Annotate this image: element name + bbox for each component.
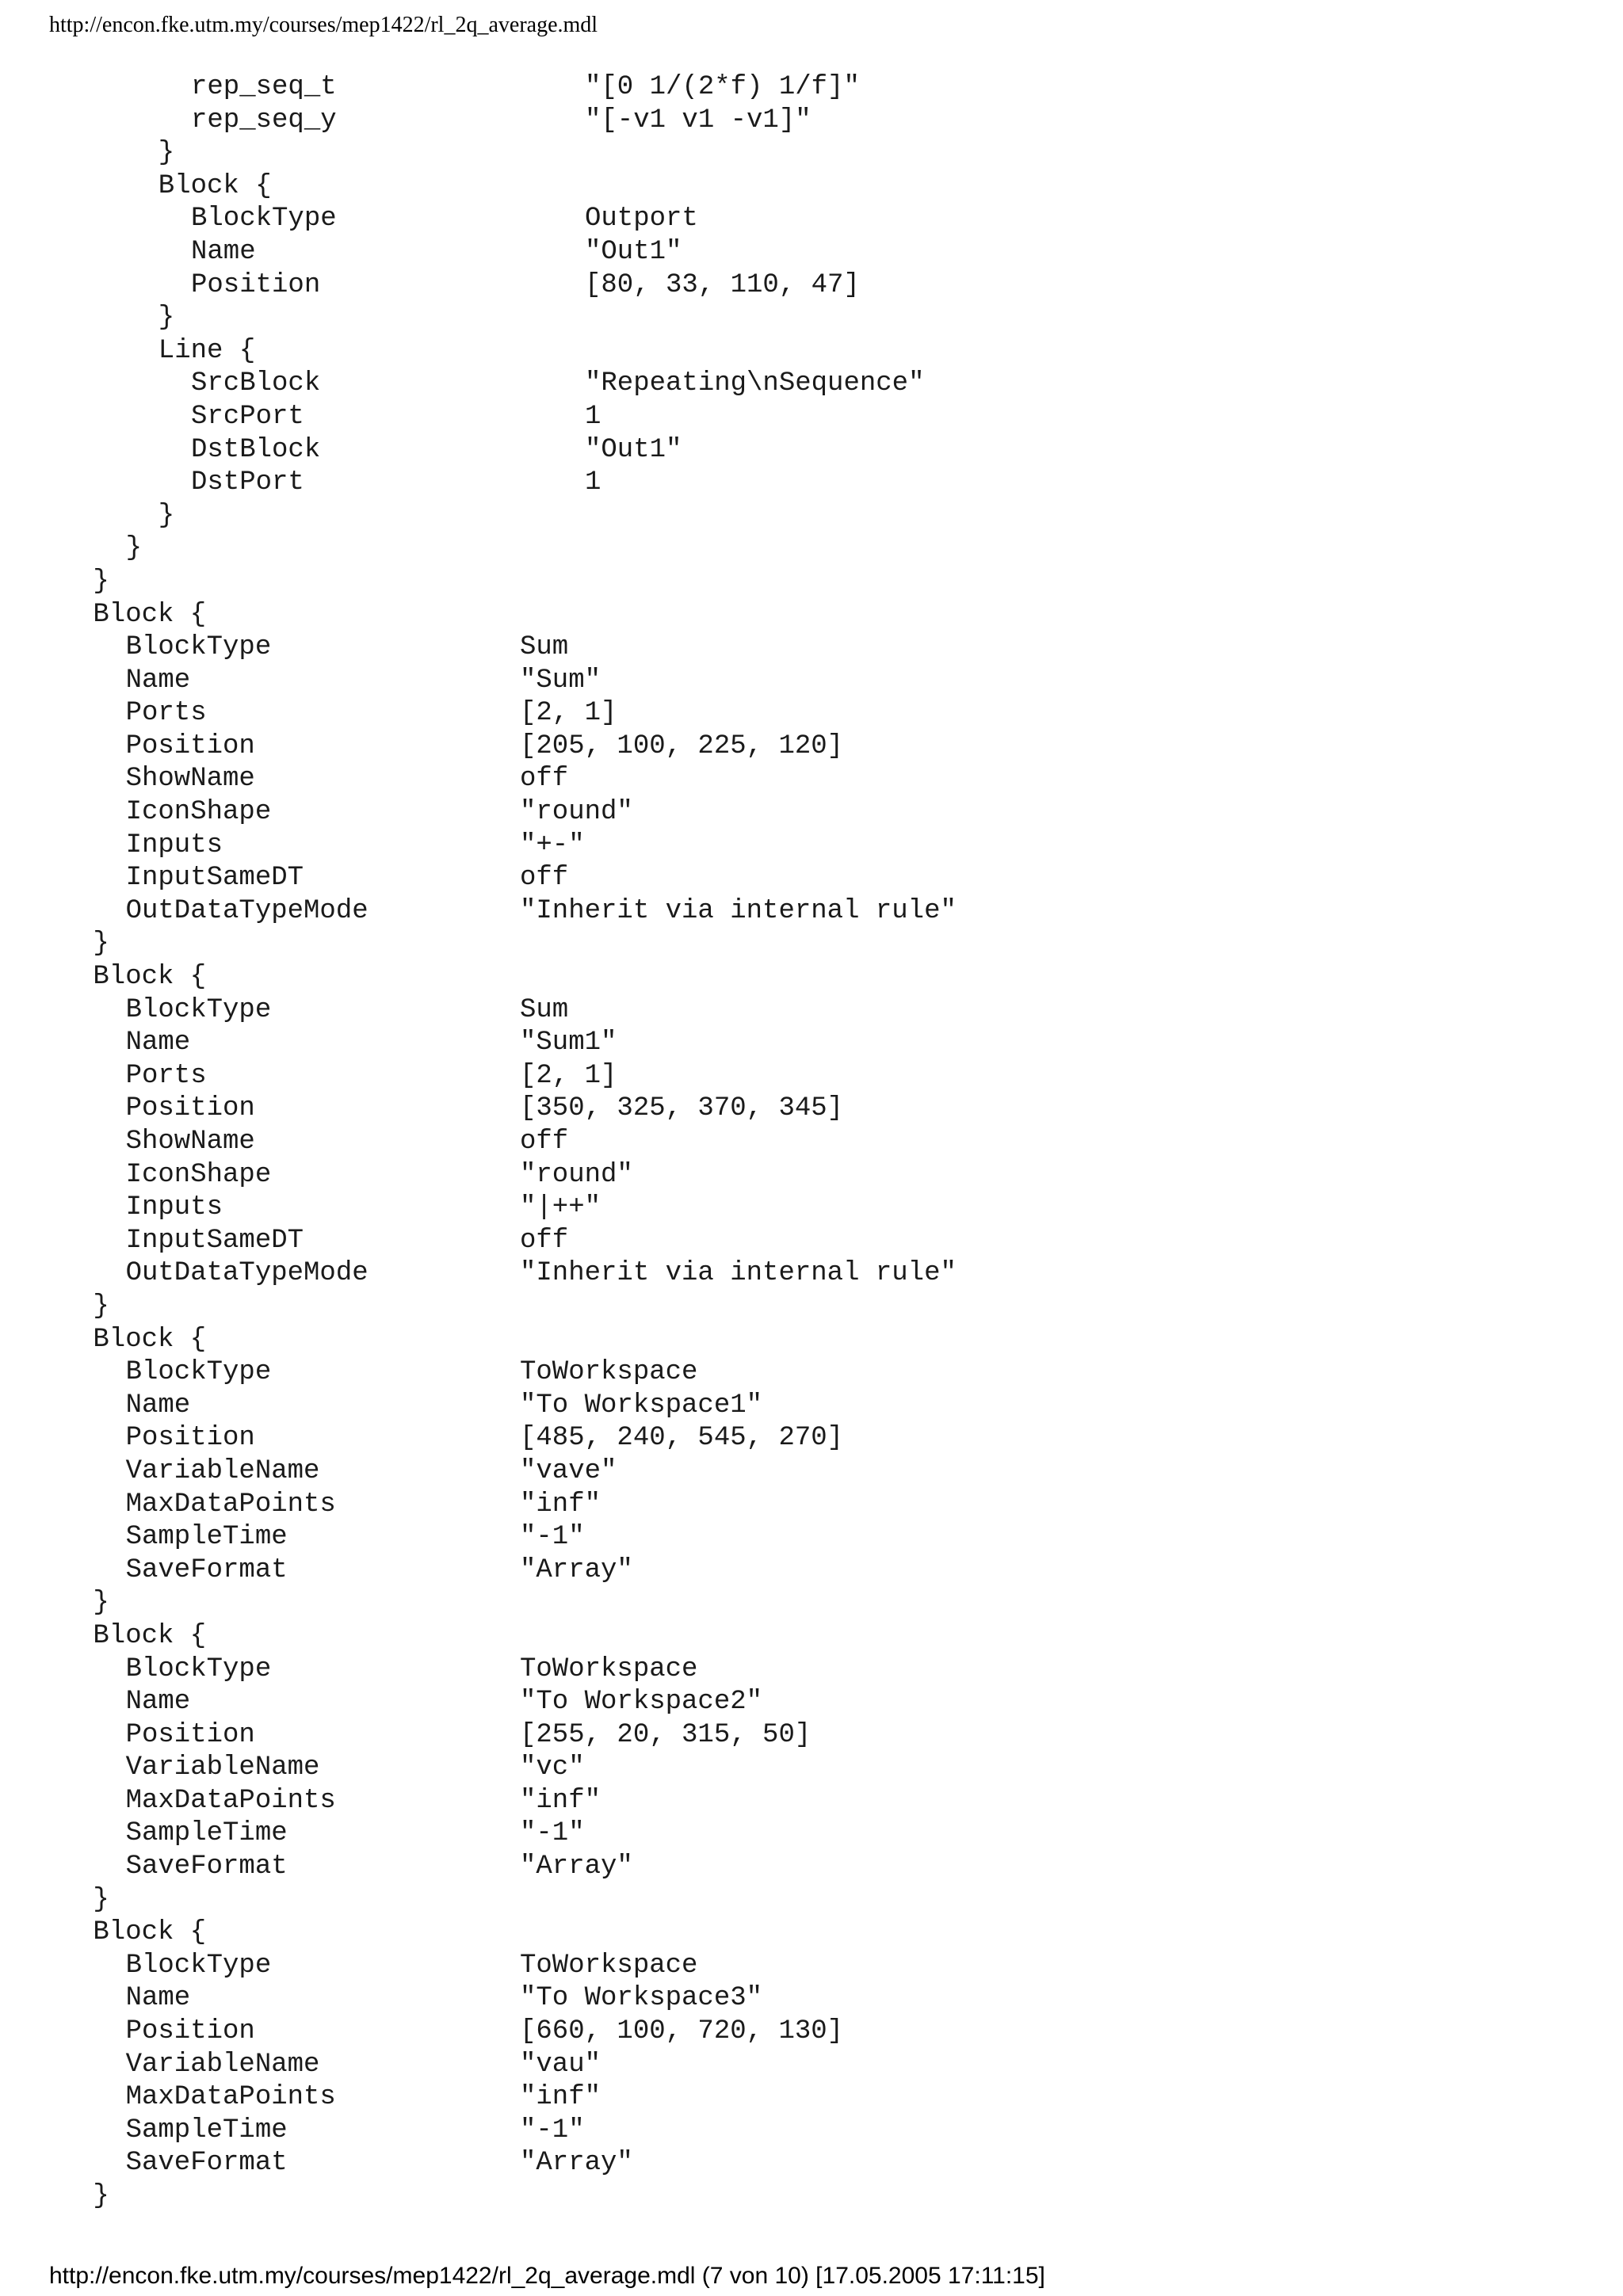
property-key: BlockType xyxy=(125,994,272,1025)
code-line-property xyxy=(0,2049,1623,2082)
property-key: IconShape xyxy=(125,797,272,828)
code-line-property xyxy=(0,1719,1623,1753)
property-key: ShowName xyxy=(125,1127,255,1157)
property-value: "round" xyxy=(520,797,633,828)
property-key: Name xyxy=(125,1687,191,1718)
code-line-property xyxy=(0,1521,1623,1554)
property-value: "Repeating\nSequence" xyxy=(585,368,925,399)
code-line-property xyxy=(0,236,1623,269)
property-key: Position xyxy=(125,2016,255,2047)
code-line-property xyxy=(0,1422,1623,1455)
property-value: "Array" xyxy=(520,1554,633,1585)
property-key: Name xyxy=(125,1390,191,1421)
code-line-property xyxy=(0,1982,1623,2016)
property-value: "inf" xyxy=(520,2082,601,2113)
property-value: Sum xyxy=(520,632,569,663)
property-key: BlockType xyxy=(125,1653,272,1684)
block-delimiter: } xyxy=(93,1291,109,1322)
block-delimiter: Block { xyxy=(93,962,207,993)
code-line-property xyxy=(0,1686,1623,1719)
code-line-property xyxy=(0,697,1623,730)
property-value: "Sum" xyxy=(520,665,601,696)
property-value: [255, 20, 315, 50] xyxy=(520,1719,812,1750)
code-line-property xyxy=(0,1489,1623,1522)
property-key: Ports xyxy=(125,1060,207,1091)
property-key: rep_seq_t xyxy=(191,72,337,102)
property-value: "vave" xyxy=(520,1455,617,1486)
property-key: Position xyxy=(191,269,321,300)
block-delimiter: Block { xyxy=(158,170,272,201)
property-value: ToWorkspace xyxy=(520,1357,698,1388)
code-line-property xyxy=(0,2016,1623,2049)
property-value: "Array" xyxy=(520,2148,633,2179)
property-key: ShowName xyxy=(125,764,255,795)
block-delimiter: } xyxy=(158,138,175,169)
page-header-url: http://encon.fke.utm.my/courses/mep1422/rl_2q_average.mdl xyxy=(49,13,598,37)
property-value: Outport xyxy=(585,204,698,235)
code-line-property xyxy=(0,796,1623,830)
block-delimiter: } xyxy=(158,500,175,531)
code-line-property xyxy=(0,1356,1623,1390)
property-value: [80, 33, 110, 47] xyxy=(585,269,860,300)
code-line-property xyxy=(0,665,1623,698)
property-value: ToWorkspace xyxy=(520,1950,698,1981)
code-line-property xyxy=(0,830,1623,863)
property-value: off xyxy=(520,1225,569,1256)
code-line-property xyxy=(0,730,1623,764)
code-line-property xyxy=(0,1027,1623,1060)
property-value: "[-v1 v1 -v1]" xyxy=(585,105,812,135)
block-delimiter: } xyxy=(93,929,109,959)
code-line-property xyxy=(0,2115,1623,2148)
property-key: SaveFormat xyxy=(125,2148,288,2179)
property-key: OutDataTypeMode xyxy=(125,1258,369,1289)
property-value: "To Workspace2" xyxy=(520,1687,763,1718)
code-line-property xyxy=(0,1752,1623,1785)
code-line-brace xyxy=(0,566,1623,599)
property-value: "To Workspace3" xyxy=(520,1983,763,2014)
code-line-brace xyxy=(0,961,1623,994)
property-value: Sum xyxy=(520,994,569,1025)
code-line-property xyxy=(0,895,1623,929)
property-key: Position xyxy=(125,730,255,761)
property-key: OutDataTypeMode xyxy=(125,895,369,926)
code-line-property xyxy=(0,1159,1623,1192)
property-key: SrcBlock xyxy=(191,368,321,399)
code-listing xyxy=(0,71,1623,2214)
block-delimiter: } xyxy=(93,1884,109,1915)
code-line-property xyxy=(0,368,1623,401)
property-value: "-1" xyxy=(520,2115,585,2145)
property-value: "Out1" xyxy=(585,236,682,267)
property-value: off xyxy=(520,764,569,795)
code-line-property xyxy=(0,1653,1623,1687)
code-line-property xyxy=(0,763,1623,796)
block-delimiter: } xyxy=(93,566,109,597)
block-delimiter: Line { xyxy=(158,335,256,366)
code-line-brace xyxy=(0,1620,1623,1653)
property-key: SaveFormat xyxy=(125,1852,288,1882)
property-value: "Inherit via internal rule" xyxy=(520,895,957,926)
page-footer: http://encon.fke.utm.my/courses/mep1422/rl_2q_average.mdl (7 von 10) [17.05.2005 17:11:15] xyxy=(49,2263,1045,2289)
code-line-brace xyxy=(0,2180,1623,2214)
property-value: [485, 240, 545, 270] xyxy=(520,1423,844,1454)
property-key: Position xyxy=(125,1719,255,1750)
property-value: [350, 325, 370, 345] xyxy=(520,1093,844,1124)
property-key: Name xyxy=(191,236,256,267)
code-line-property xyxy=(0,1192,1623,1225)
code-line-property xyxy=(0,1093,1623,1126)
property-key: SampleTime xyxy=(125,2115,288,2145)
property-key: DstPort xyxy=(191,467,304,498)
property-value: ToWorkspace xyxy=(520,1653,698,1684)
block-delimiter: Block { xyxy=(93,1620,207,1651)
property-key: VariableName xyxy=(125,1753,320,1783)
property-key: MaxDataPoints xyxy=(125,2082,336,2113)
property-key: SampleTime xyxy=(125,1818,288,1849)
property-key: VariableName xyxy=(125,2049,320,2080)
property-value: "inf" xyxy=(520,1489,601,1520)
property-key: Name xyxy=(125,1983,191,2014)
property-value: "vau" xyxy=(520,2049,601,2080)
property-key: Position xyxy=(125,1423,255,1454)
code-line-brace xyxy=(0,532,1623,566)
property-value: "Inherit via internal rule" xyxy=(520,1258,957,1289)
property-value: [660, 100, 720, 130] xyxy=(520,2016,844,2047)
property-value: "-1" xyxy=(520,1818,585,1849)
code-line-brace xyxy=(0,599,1623,632)
code-line-brace xyxy=(0,1324,1623,1357)
property-value: [2, 1] xyxy=(520,1060,617,1091)
property-key: InputSameDT xyxy=(125,1225,304,1256)
property-key: SrcPort xyxy=(191,401,304,432)
property-key: BlockType xyxy=(125,1357,272,1388)
property-value: "[0 1/(2*f) 1/f]" xyxy=(585,72,860,102)
property-value: "|++" xyxy=(520,1192,601,1223)
code-line-property xyxy=(0,994,1623,1028)
property-value: "Out1" xyxy=(585,434,682,465)
property-key: MaxDataPoints xyxy=(125,1489,336,1520)
property-value: 1 xyxy=(585,467,601,498)
code-line-property xyxy=(0,1455,1623,1489)
code-line-property xyxy=(0,1126,1623,1159)
block-delimiter: } xyxy=(125,533,142,564)
code-line-brace xyxy=(0,170,1623,204)
property-value: "round" xyxy=(520,1159,633,1190)
property-key: SampleTime xyxy=(125,1522,288,1553)
property-value: "inf" xyxy=(520,1785,601,1816)
property-value: "To Workspace1" xyxy=(520,1390,763,1421)
property-value: "Array" xyxy=(520,1852,633,1882)
code-line-brace xyxy=(0,500,1623,533)
code-line-property xyxy=(0,401,1623,434)
code-line-brace xyxy=(0,137,1623,170)
code-line-property xyxy=(0,105,1623,138)
code-line-property xyxy=(0,203,1623,236)
code-line-property xyxy=(0,1851,1623,1884)
property-key: InputSameDT xyxy=(125,863,304,894)
property-key: rep_seq_y xyxy=(191,105,337,135)
property-key: Ports xyxy=(125,698,207,729)
code-line-property xyxy=(0,1817,1623,1851)
code-line-brace xyxy=(0,335,1623,368)
property-key: Name xyxy=(125,665,191,696)
block-delimiter: } xyxy=(93,2181,109,2211)
code-line-property xyxy=(0,1225,1623,1258)
code-line-brace xyxy=(0,302,1623,335)
code-line-property xyxy=(0,2147,1623,2180)
code-line-property xyxy=(0,434,1623,467)
code-line-property xyxy=(0,862,1623,895)
property-key: DstBlock xyxy=(191,434,321,465)
code-line-property xyxy=(0,1950,1623,1983)
code-line-brace xyxy=(0,1884,1623,1917)
code-line-property xyxy=(0,631,1623,665)
property-value: "+-" xyxy=(520,830,585,860)
property-key: SaveFormat xyxy=(125,1554,288,1585)
property-key: IconShape xyxy=(125,1159,272,1190)
property-value: "vc" xyxy=(520,1753,585,1783)
code-line-brace xyxy=(0,1291,1623,1324)
code-line-brace xyxy=(0,928,1623,961)
property-key: BlockType xyxy=(125,1950,272,1981)
property-value: off xyxy=(520,1127,569,1157)
property-key: BlockType xyxy=(191,204,337,235)
property-value: off xyxy=(520,863,569,894)
code-line-property xyxy=(0,71,1623,105)
property-key: Inputs xyxy=(125,1192,223,1223)
property-key: Position xyxy=(125,1093,255,1124)
code-line-brace xyxy=(0,1917,1623,1950)
block-delimiter: Block { xyxy=(93,1917,207,1948)
code-line-property xyxy=(0,1060,1623,1093)
property-key: VariableName xyxy=(125,1455,320,1486)
property-key: BlockType xyxy=(125,632,272,663)
block-delimiter: Block { xyxy=(93,1324,207,1355)
code-line-property xyxy=(0,1554,1623,1588)
code-line-property xyxy=(0,467,1623,500)
code-line-property xyxy=(0,1785,1623,1818)
property-value: [205, 100, 225, 120] xyxy=(520,730,844,761)
code-line-property xyxy=(0,2081,1623,2115)
property-key: Inputs xyxy=(125,830,223,860)
property-value: [2, 1] xyxy=(520,698,617,729)
block-delimiter: } xyxy=(93,1588,109,1619)
property-value: "Sum1" xyxy=(520,1028,617,1058)
code-line-brace xyxy=(0,1587,1623,1620)
block-delimiter: } xyxy=(158,303,175,334)
property-key: Name xyxy=(125,1028,191,1058)
code-line-property xyxy=(0,1390,1623,1423)
property-key: MaxDataPoints xyxy=(125,1785,336,1816)
property-value: 1 xyxy=(585,401,601,432)
property-value: "-1" xyxy=(520,1522,585,1553)
code-line-property xyxy=(0,1257,1623,1291)
block-delimiter: Block { xyxy=(93,599,207,630)
code-line-property xyxy=(0,269,1623,303)
